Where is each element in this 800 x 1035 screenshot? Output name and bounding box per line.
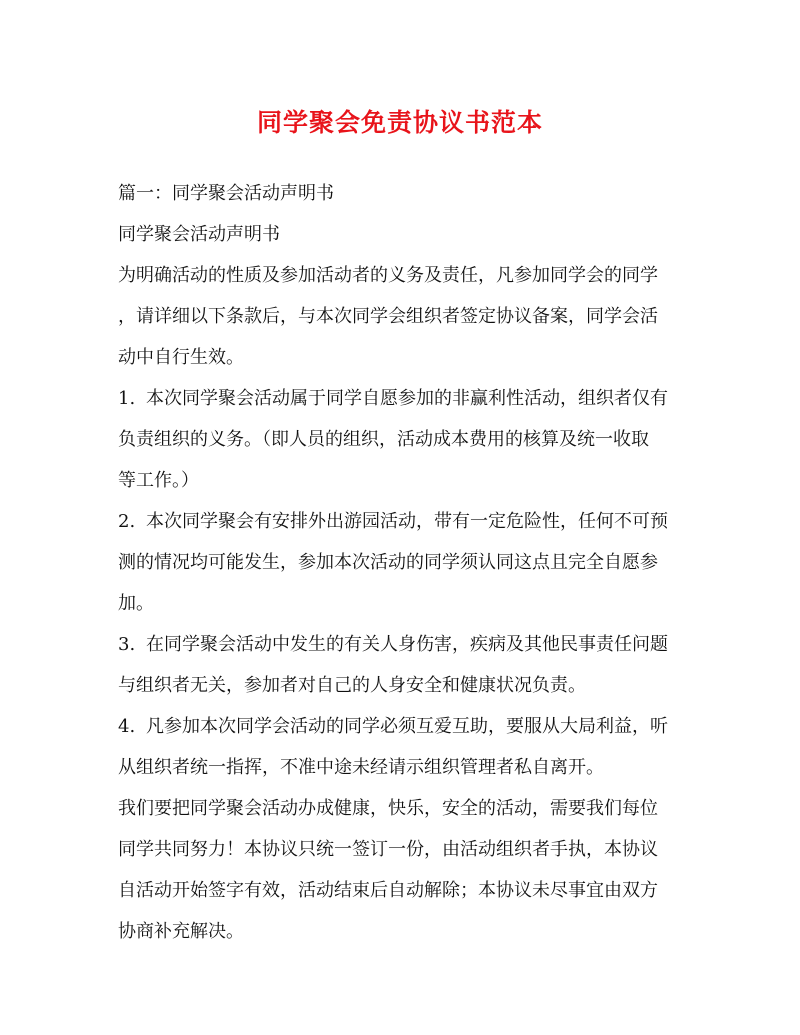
intro-line: 为明确活动的性质及参加活动者的义务及责任，凡参加同学会的同学: [118, 265, 658, 286]
clause-2: [118, 506, 688, 619]
clause-text: 凡参加本次同学会活动的同学必须互爱互助，要服从大局利益，听: [146, 716, 668, 737]
clause-line: [118, 383, 688, 414]
intro-line: 动中自行生效。: [118, 347, 244, 368]
clause-line: 从组织者统一指挥，不准中途未经请示组织管理者私自离开。: [118, 757, 604, 778]
clause-number: 2.: [118, 511, 136, 532]
clause-line: [118, 629, 688, 660]
section-heading: 篇一：同学聚会活动声明书: [118, 183, 334, 204]
clause-line: [118, 711, 688, 742]
document-title: 同学聚会免责协议书范本: [256, 108, 543, 137]
clause-line: 测的情况均可能发生，参加本次活动的同学须认同这点且完全自愿参: [118, 552, 658, 573]
closing-line: 我们要把同学聚会活动办成健康，快乐，安全的活动，需要我们每位: [118, 798, 658, 819]
clause-line: 负责组织的义务。（即人员的组织，活动成本费用的核算及统一收取: [118, 429, 649, 450]
closing-paragraph: [118, 793, 688, 947]
clause-1: [118, 383, 688, 496]
closing-line: 自活动开始签字有效，活动结束后自动解除；本协议未尽事宜由双方: [118, 880, 658, 901]
clause-number: 4.: [118, 716, 136, 737]
closing-line: 同学共同努力！本协议只统一签订一份，由活动组织者手执，本协议: [118, 839, 658, 860]
intro-line: ，请详细以下条款后，与本次同学会组织者签定协议备案，同学会活: [118, 306, 658, 327]
clause-3: [118, 629, 688, 701]
closing-line: 协商补充解决。: [118, 921, 244, 942]
clause-number: 1.: [118, 388, 136, 409]
clause-line: [118, 506, 688, 537]
document-body: [118, 178, 688, 947]
clause-text: 在同学聚会活动中发生的有关人身伤害，疾病及其他民事责任问题: [146, 634, 668, 655]
clause-text: 本次同学聚会有安排外出游园活动，带有一定危险性，任何不可预: [146, 511, 668, 532]
clause-text: 本次同学聚会活动属于同学自愿参加的非赢利性活动，组织者仅有: [146, 388, 668, 409]
clause-number: 3.: [118, 634, 136, 655]
clause-line: 加。: [118, 593, 154, 614]
clause-line: 与组织者无关，参加者对自己的人身安全和健康状况负责。: [118, 675, 586, 696]
intro-paragraph: [118, 260, 688, 373]
clause-line: 等工作。）: [118, 470, 199, 491]
section-subheading: 同学聚会活动声明书: [118, 224, 280, 245]
clause-4: [118, 711, 688, 783]
